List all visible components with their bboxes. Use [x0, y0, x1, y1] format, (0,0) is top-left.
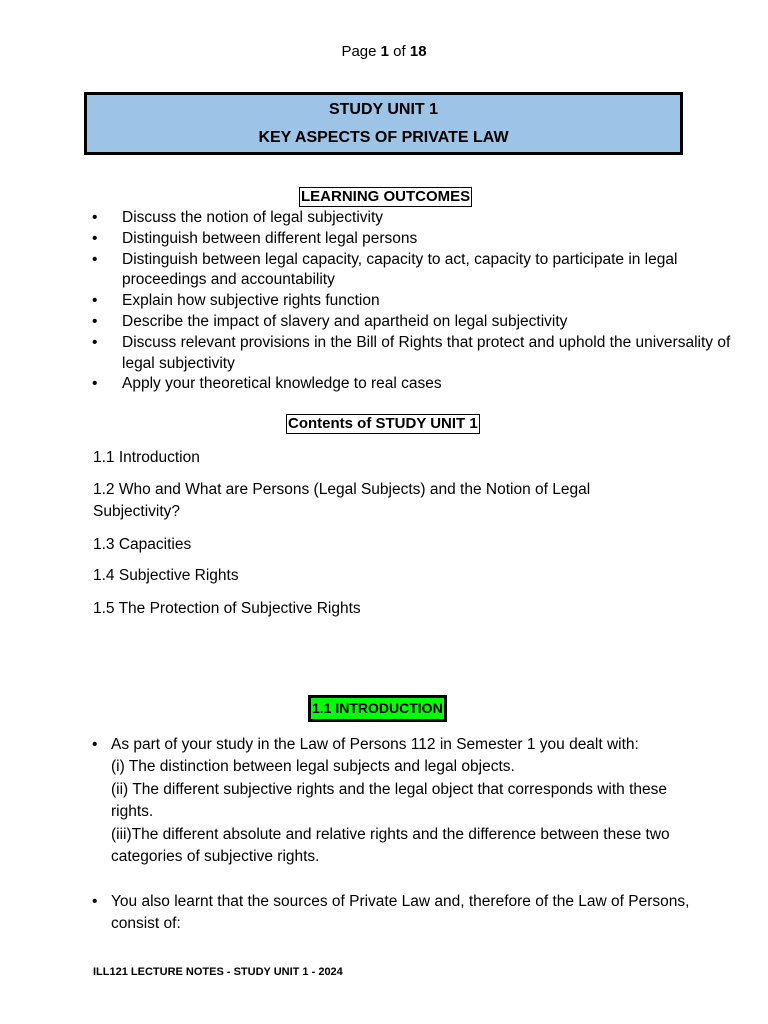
list-item: • Distinguish between legal capacity, capacity to act, capacity to participate in legal proceedings and accountability	[92, 250, 732, 292]
list-item: • Apply your theoretical knowledge to real cases	[92, 374, 732, 395]
learning-outcomes-heading: LEARNING OUTCOMES	[301, 188, 471, 205]
list-item: • As part of your study in the Law of Persons 112 in Semester 1 you dealt with: (i) The distinction between legal subjects and legal objects. (ii) The different subjective rights and the legal object that corresponds with these rights. (iii)The different absolute and relative rights and the difference between these two categories of subjective rights.	[92, 734, 692, 868]
toc-item: 1.5 The Protection of Subjective Rights	[93, 600, 361, 617]
list-item: • Discuss the notion of legal subjectivity	[92, 208, 732, 229]
page-footer: ILL121 LECTURE NOTES - STUDY UNIT 1 - 2024	[93, 966, 343, 978]
list-item: • Explain how subjective rights function	[92, 291, 732, 312]
toc-item: 1.1 Introduction	[93, 449, 200, 466]
toc-item-continuation: Subjectivity?	[93, 503, 181, 520]
study-unit-title-box	[84, 92, 683, 155]
list-item: • Discuss relevant provisions in the Bill of Rights that protect and uphold the universality of legal subjectivity	[92, 333, 732, 375]
toc-item: 1.2 Who and What are Persons (Legal Subjects) and the Notion of Legal	[93, 481, 591, 498]
page-current: 1	[380, 43, 389, 60]
list-item: • Distinguish between different legal persons	[92, 229, 732, 250]
toc-item: 1.3 Capacities	[93, 536, 192, 553]
contents-heading: Contents of STUDY UNIT 1	[288, 415, 478, 432]
list-item: • You also learnt that the sources of Private Law and, therefore of the Law of Persons, consist of:	[92, 891, 692, 936]
introduction-list-2	[92, 891, 692, 936]
page-total: 18	[409, 43, 427, 60]
study-unit-title: STUDY UNIT 1	[328, 101, 439, 118]
list-item: • Describe the impact of slavery and apartheid on legal subjectivity	[92, 312, 732, 333]
introduction-heading: 1.1 INTRODUCTION	[308, 695, 447, 722]
toc-item: 1.4 Subjective Rights	[93, 567, 239, 584]
study-unit-subtitle: KEY ASPECTS OF PRIVATE LAW	[258, 129, 509, 146]
learning-outcomes-list	[92, 208, 732, 395]
page-number: Page 1 of 18	[341, 43, 427, 60]
introduction-list	[92, 734, 692, 868]
